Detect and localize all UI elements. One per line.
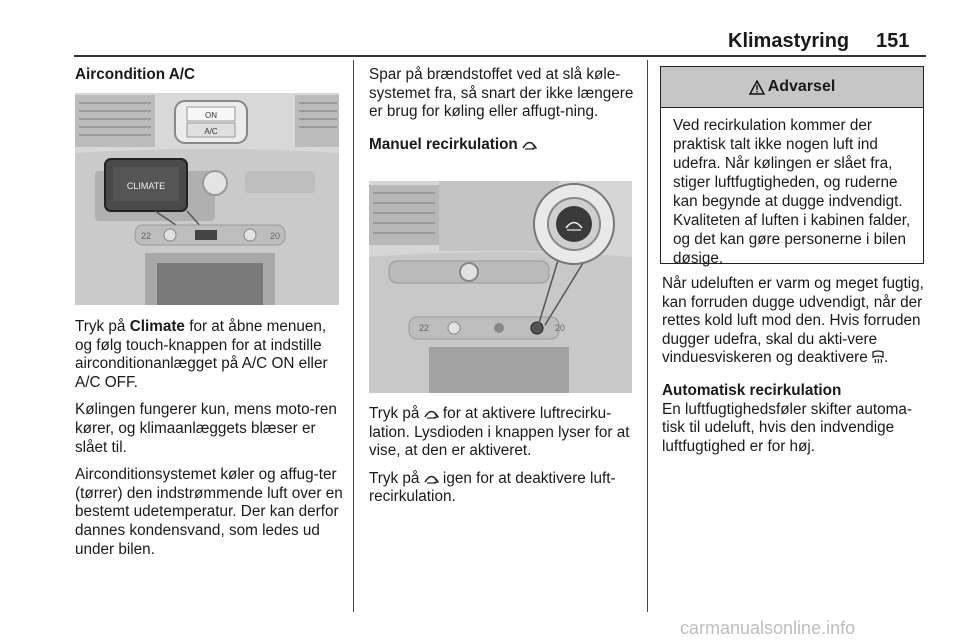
image-label-climate: CLIMATE	[126, 181, 166, 191]
paragraph-activate-recirc: Tryk på for at aktivere luftrecirku-lation. Lysdioden i knappen lyser for at vise, at den er aktiveret.	[369, 405, 630, 460]
column-divider-1	[353, 60, 354, 612]
warning-title: Advarsel	[767, 78, 836, 95]
image-label-ac: A/C	[204, 127, 218, 136]
section-heading-ac: Aircondition A/C	[75, 66, 196, 83]
climate-term: Climate	[129, 318, 185, 335]
image-temp-right: 20	[555, 323, 566, 333]
left-column-text	[75, 318, 343, 568]
warning-icon	[749, 80, 765, 95]
middle-column-top	[369, 66, 637, 154]
ac-dashboard-photo	[75, 93, 339, 305]
image-label-on: ON	[205, 111, 217, 120]
paragraph-auto-recirc: En luftfugtighedsføler skifter automa-tisk til udeluft, hvis den indvendige luftfugtighed er for høj.	[662, 400, 912, 455]
paragraph-climate-menu: Tryk på Climate for at åbne menuen, og følg touch-knappen for at indstille airconditionanlægget på A/C ON eller A/C OFF.	[75, 318, 328, 391]
column-divider-2	[647, 60, 648, 612]
paragraph-fogging: Når udeluften er varm og meget fugtig, kan forruden dugge udvendigt, når der rettes kold luft mod den. Hvis forruden dugger udefra, skal du akti-vere vinduesviskeren og deaktivere .	[662, 275, 924, 367]
recirculation-icon	[424, 409, 439, 419]
recirculation-button-photo	[369, 181, 632, 393]
page-number: 151	[876, 30, 910, 52]
recirculation-icon	[424, 474, 439, 484]
chapter-title: Klimastyring	[728, 30, 850, 52]
paragraph-deactivate-recirc: Tryk på igen for at deaktivere luft-recirkulation.	[369, 469, 616, 506]
watermark: carmanualsonline.info	[680, 618, 856, 638]
warning-box	[660, 66, 924, 267]
warning-header	[661, 67, 923, 108]
warning-text: Ved recirkulation kommer der praktisk talt ikke nogen luft ind udefra. Når kølingen er slået fra, stiger luftfugtigheden, og ruderne kan begynde at dugge indvendigt. Kvaliteten af luften i kabinen falder, og det kan gøre personerne i bilen døsige.	[673, 117, 911, 267]
paragraph-cooling-condition: Kølingen fungerer kun, mens moto-ren kører, og klimaanlæggets blæser er slået til.	[75, 401, 337, 456]
recirculation-icon	[522, 140, 537, 150]
image-temp-left: 22	[419, 323, 430, 333]
paragraph-dehumidify: Airconditionsystemet køler og affug-ter (tørrer) den indstrømmende luft over en bestemt udetemperatur. Der kan derfor dannes kondensvand, som ledes ud under bilen.	[75, 466, 343, 558]
right-column-text	[662, 275, 930, 465]
defog-icon	[872, 350, 884, 364]
middle-column-bottom	[369, 405, 637, 516]
header-rule	[74, 55, 926, 57]
paragraph-save-fuel: Spar på brændstoffet ved at slå køle-systemet fra, så snart der ikke længere er brug for køling eller affugt-ning.	[369, 66, 634, 121]
section-heading-auto-recirc: Automatisk recirkulation	[662, 381, 842, 399]
image-temp-right: 20	[270, 231, 281, 241]
image-temp-left: 22	[141, 231, 152, 241]
section-heading-manual-recirc: Manuel recirkulation	[369, 136, 637, 155]
